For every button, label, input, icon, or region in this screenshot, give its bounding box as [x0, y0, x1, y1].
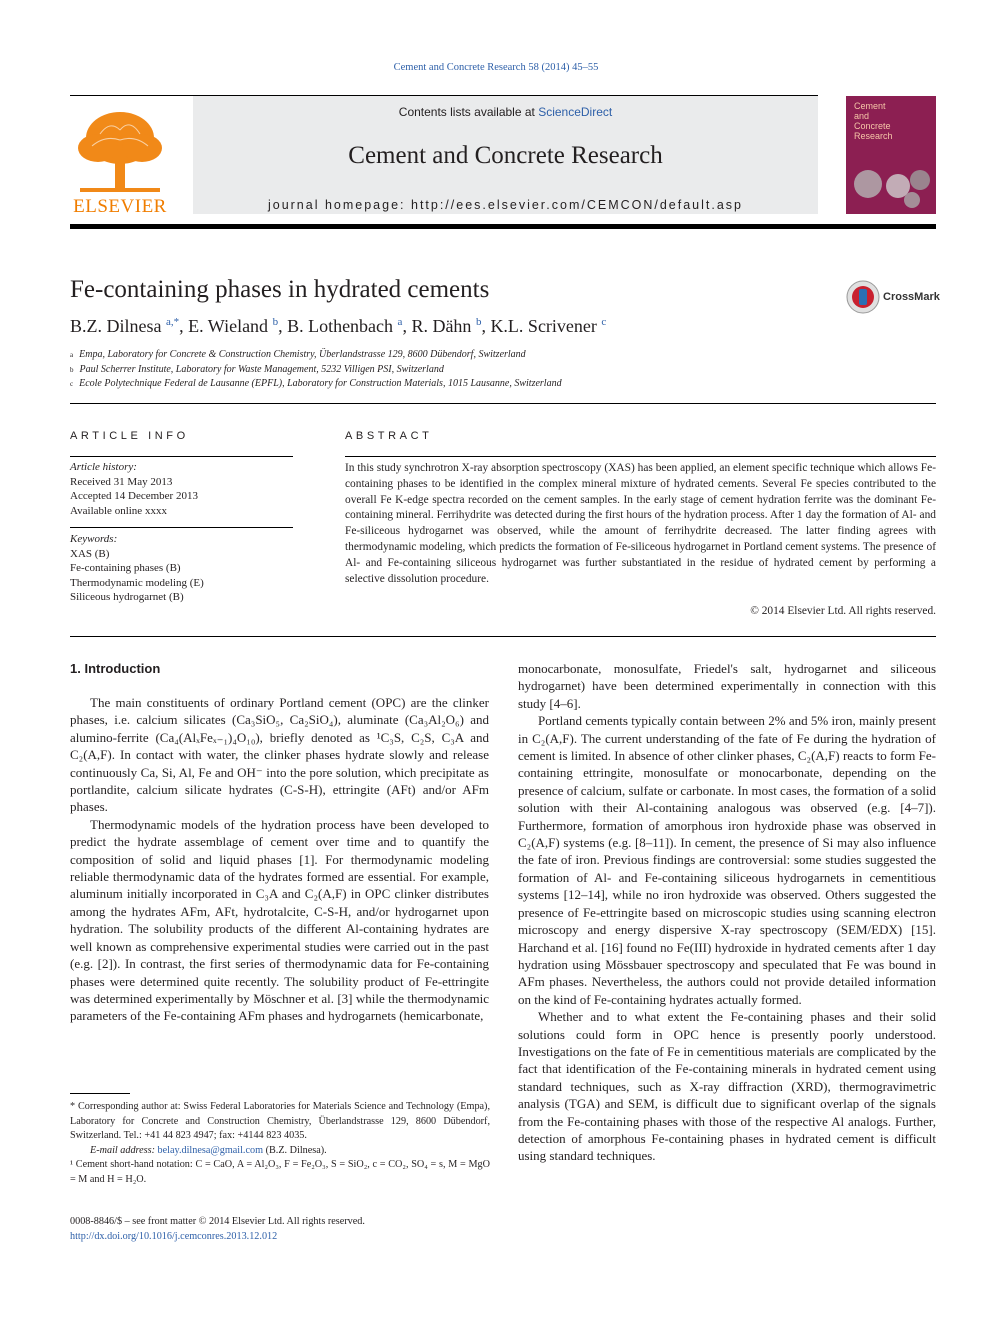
footnote-email	[70, 1144, 490, 1159]
paragraph: Thermodynamic models of the hydration process have been developed to predict the hydrate assemblage of cement over time and to quantify the composition of solid and liquid phases [1]. For thermodynamic modeling reliable thermodynamic data of the hydrates formed are essential. For example, aluminum initially incorporated in C₃A and C₂(A,F) in OPC clinker distributes among the hydrates AFm, AFt, hydrotalcite, C-S-H, and/or hydrogarnet upon hydration. The solubility products of the different Al-containing hydrates are well known as comprehensive experimental studies were carried out in the past (e.g. [2]). In contrast, the first series of thermodynamic data for Fe-containing phases were determined quite recently. The solubility product of Fe-ettringite was determined experimentally by Möschner et al. [3] while the thermodynamic parameters of the Fe-containing AFm phases and hydrogarnets (hemicarbonate,	[70, 816, 489, 1024]
email-suffix: (B.Z. Dilnesa).	[265, 1144, 327, 1156]
section-heading-introduction: 1. Introduction	[70, 661, 161, 676]
abstract-rule	[345, 456, 936, 457]
paragraph: Portland cements typically contain between 2% and 5% iron, mainly present in C₂(A,F). The current understanding of the fate of Fe during the hydration of cement is limited. In absence of other clinker phases, C₂(A,F) reacts to form Fe-containing ettringite, monosulfate or monocarbonate, depending on the presence of calcium, sulfate or carbonate. In most cases, the formation of a solid solution with their Al-containing analogous was observed (e.g. [4–7]). Furthermore, formation of amorphous iron hydroxide phase was observed in C₂(A,F) systems (e.g. [8–11]). In cement, the presence of Si may also influence the fate of iron. Previous findings are controversial: some studies suggested the formation of Al- and Fe-containing siliceous hydrogarnets in cementitious systems [12–14], while no iron hydroxide was observed. Others suggested the presence of Fe-ettringite based on microscopic studies using scanning electron microscopy and energy dispersive X-ray spectroscopy (SEM/EDX) [15]. Harchand et al. [16] found no Fe(III) hydroxide in hydrated cements after 1 day hydration using Mössbauer spectroscopy and speculated that Fe was bound in AFm phases. Nevertheless, the authors could not provide detailed information on the kind of Fe-containing hydrates actually formed.	[518, 713, 937, 1007]
keyword: XAS (B)	[70, 547, 110, 560]
crossmark-label[interactable]: CrossMark	[883, 291, 940, 303]
cover-title-line: Research	[854, 131, 893, 141]
crossmark-icon[interactable]	[846, 280, 880, 314]
affiliation-text: Paul Scherrer Institute, Laboratory for Waste Management, 5232 Villigen PSI, Switzerland	[79, 363, 444, 375]
contents-prefix: Contents lists available at	[398, 105, 539, 119]
paragraph: Whether and to what extent the Fe-containing phases and their solid solutions could form in OPC hence is presently poorly understood. Investigations on the fate of Fe in cementitious materials are complicated by the fact that identification of the Fe-containing minerals in hydrated cement using standard techniques, such as X-ray diffraction (XRD), thermogravimetric analysis (TGA) and SEM, is difficult due to significant overlap of the signals from the Fe-containing phases with those of the respective Al analogs. Further, detection of amorphous Fe-containing phases in hydrated cement is difficult using standard techniques.	[518, 1009, 936, 1164]
email-link[interactable]: belay.dilnesa@gmail.com	[157, 1144, 264, 1156]
author-name[interactable]: K.L. Scrivener	[490, 316, 597, 336]
footnote-corresponding: * Corresponding author at: Swiss Federal Laboratories for Materials Science and Technology (Empa), Laboratory for Concrete and Construction Chemistry, Überlandstrasse 129, 8600 Dübendorf, Switzerland. Tel.: +41 44 823 4947; fax: +4144 823 4035.	[70, 1101, 490, 1141]
history-item: Available online xxxx	[70, 504, 167, 517]
article-title: Fe-containing phases in hydrated cements	[70, 276, 490, 303]
header-bottom-rule	[70, 224, 936, 229]
affiliation	[70, 348, 562, 363]
history-item: Accepted 14 December 2013	[70, 490, 198, 502]
elsevier-wordmark: ELSEVIER	[73, 196, 167, 217]
history-item: Received 31 May 2013	[70, 475, 173, 488]
history-label: Article history:	[70, 461, 137, 473]
contents-available	[193, 105, 818, 119]
doi-link[interactable]: http://dx.doi.org/10.1016/j.cemconres.2013.12.012	[70, 1231, 278, 1242]
affiliation-list	[70, 348, 562, 392]
abstract-heading: ABSTRACT	[345, 430, 433, 442]
author-name[interactable]: E. Wieland	[188, 316, 269, 336]
cover-title	[854, 101, 893, 141]
author-affil-sup[interactable]: a,*	[166, 316, 180, 328]
issn-line: 0008-8846/$ – see front matter © 2014 Elsevier Ltd. All rights reserved.	[70, 1216, 365, 1227]
body-rule	[70, 636, 936, 637]
affiliation-rule	[70, 403, 936, 404]
cover-title-line: and	[854, 111, 870, 121]
author-affil-sup[interactable]: b	[475, 316, 482, 328]
article-history	[70, 460, 293, 518]
affiliation-sup: a	[70, 351, 74, 359]
author-name[interactable]: B. Lothenbach	[287, 316, 394, 336]
author-affil-sup[interactable]: a	[397, 316, 403, 328]
article-info-heading: ARTICLE INFO	[70, 430, 189, 442]
journal-citation[interactable]: Cement and Concrete Research 58 (2014) 45–55	[393, 62, 599, 73]
keywords	[70, 532, 293, 605]
paragraph: monocarbonate, monosulfate, Friedel's salt, hydrogarnet and siliceous hydrogarnet) have been determined experimentally in connection with this study [4–6].	[518, 661, 936, 711]
affiliation-sup: c	[70, 380, 74, 388]
footnote-notation: ¹ Cement short-hand notation: C = CaO, A = Al₂O₃, F = Fe₂O₃, S = SiO₂, c = CO₂, SO₄ = s, M = MgO = M and H = H₂O.	[70, 1159, 490, 1185]
affiliation-sup: b	[70, 365, 74, 374]
keyword: Thermodynamic modeling (E)	[70, 576, 204, 589]
cover-title-line: Concrete	[854, 121, 891, 131]
keywords-rule	[70, 527, 293, 528]
right-column	[518, 660, 936, 1165]
journal-homepage[interactable]: journal homepage: http://ees.elsevier.com/CEMCON/default.asp	[267, 198, 744, 212]
left-column	[70, 694, 489, 1025]
affiliation	[70, 363, 562, 378]
abstract-copyright: © 2014 Elsevier Ltd. All rights reserved.	[750, 605, 936, 617]
footnotes	[70, 1100, 490, 1187]
author-affil-sup[interactable]: c	[601, 316, 607, 328]
footnote-rule	[70, 1093, 130, 1094]
keywords-label: Keywords:	[70, 533, 118, 545]
cover-title-line: Cement	[854, 101, 886, 111]
author-name[interactable]: R. Dähn	[411, 316, 472, 336]
author-list: B.Z. Dilnesa $^{a,*}$, E. Wieland $^b$, B. Lothenbach $^a$, R. Dähn $^b$, K.L. Scrivener $^c$	[70, 316, 607, 336]
affiliation-text: Ecole Polytechnique Federal de Lausanne (EPFL), Laboratory for Construction Materials, 1015 Lausanne, Switzerland	[79, 378, 562, 389]
author-affil-sup[interactable]: b	[272, 316, 279, 328]
affiliation	[70, 377, 562, 392]
affiliation-text: Empa, Laboratory for Concrete & Construction Chemistry, Überlandstrasse 129, 8600 Dübendorf, Switzerland	[79, 349, 526, 360]
keyword: Fe-containing phases (B)	[70, 562, 181, 574]
journal-name: Cement and Concrete Research	[348, 142, 663, 169]
sciencedirect-link[interactable]: ScienceDirect	[538, 105, 613, 119]
paragraph: The main constituents of ordinary Portland cement (OPC) are the clinker phases, i.e. calcium silicates (Ca₃SiO₅, Ca₂SiO₄), aluminate (Ca₃Al₂O₆) and alumino-ferrite (Ca₄(AlₓFeₓ₋₁)₄O₁₀), briefly denoted as ¹C₃S, C₂S, C₃A and C₂(A,F). In contact with water, the clinker phases hydrate slowly and release continuously Ca, Si, Al, Fe and OH⁻ into the pore solution, which precipitate as portlandite, calcium silicate hydrates (C-S-H), ettringite (AFt) and/or AFm phases.	[70, 695, 489, 815]
email-label: E-mail address:	[90, 1144, 155, 1156]
article-info-rule	[70, 456, 293, 457]
author-name[interactable]: B.Z. Dilnesa	[70, 316, 162, 336]
page-footer	[70, 1214, 365, 1244]
abstract-text: In this study synchrotron X-ray absorption spectroscopy (XAS) has been applied, an element specific technique which allows Fe-containing phases to be identified in the complex mineral mixture of hydrated cements. Several Fe species contributed to the overall Fe K-edge spectra recorded on the cement samples. In the early stage of cement hydration ferrite was the dominant Fe-containing mineral. Ferrihydrite was detected during the first hours of the hydration process. After 1 day the formation of Al- and Fe-siliceous hydrogarnet was observed, while the amount of ferrihydrite decreased. The latter finding agrees with thermodynamic modeling, which predicts the formation of Fe-siliceous hydrogarnet in Portland cement systems. The presence of Al- and Fe-containing siliceous hydrogarnet was further substantiated in the residue of hydrated cement by performing a selective dissolution procedure.	[345, 462, 936, 585]
keyword: Siliceous hydrogarnet (B)	[70, 591, 184, 603]
